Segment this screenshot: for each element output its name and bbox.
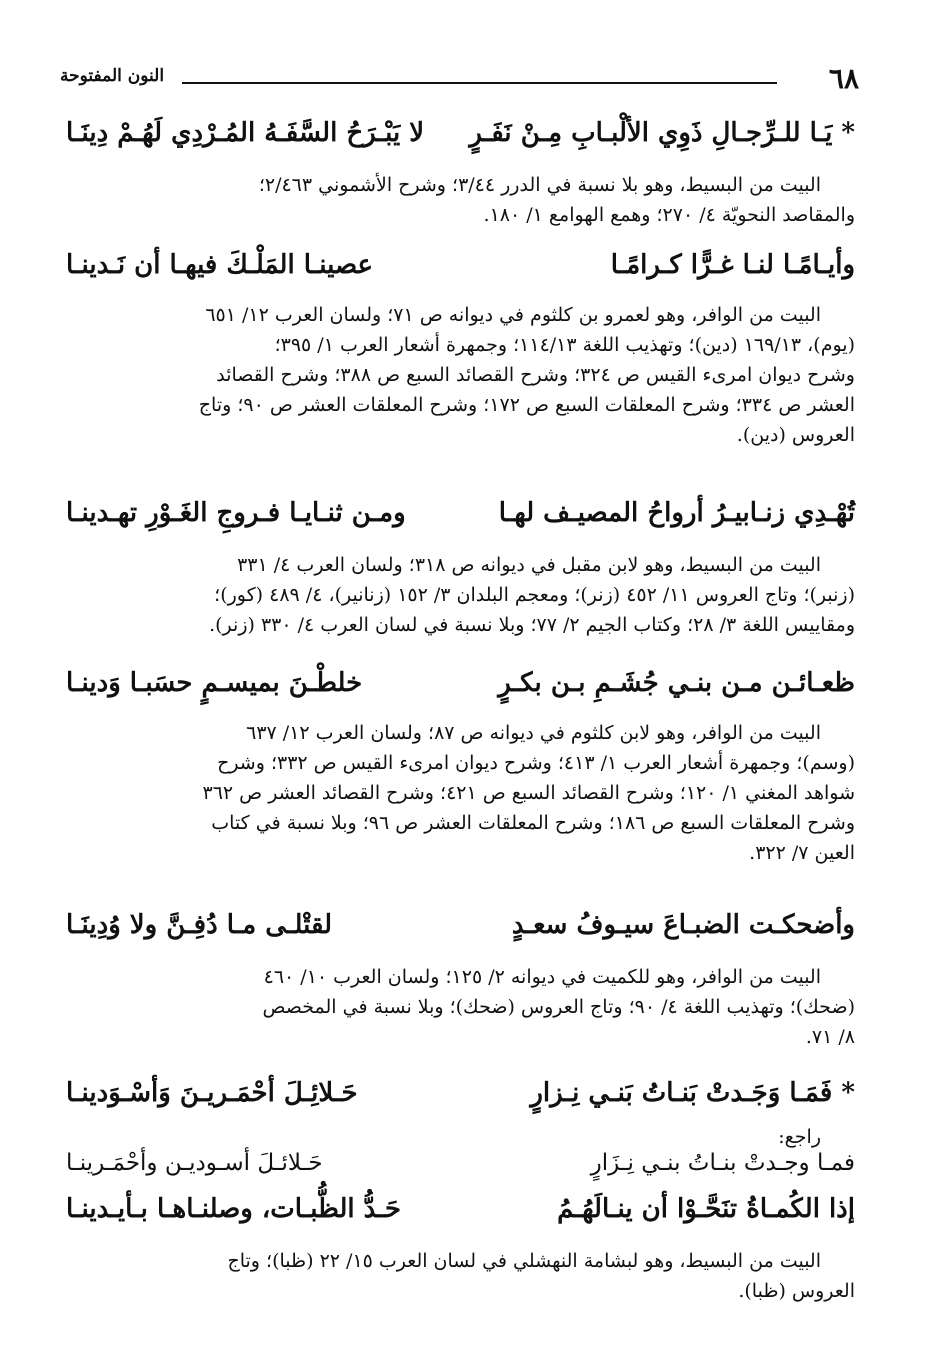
verse-note: [70, 962, 855, 1052]
verse-hemistich-first: تُهْـدِي زنـابيـرُ أرواحُ المصيـف لهـا: [498, 498, 855, 528]
note-line: وشرح ديوان امرىء القيس ص ٣٢٤؛ وشرح القصائد السبع ص ٣٨٨؛ وشرح القصائد: [216, 364, 855, 386]
verse-line: [66, 1194, 855, 1238]
note-line: ٨/ ٧١.: [805, 1026, 855, 1048]
verse-hemistich-second: لقتْلـى مـا دُفِـنَّ ولا وُدِينَـا: [66, 910, 333, 940]
verse-note: [70, 718, 855, 868]
section-title: النون المفتوحة: [60, 66, 165, 86]
verse-hemistich-second: حَـدُّ الظُّبـات، وصلنـاهـا بـأيـدينـا: [66, 1194, 401, 1224]
verse-hemistich-first: وأيـامًـا لنـا غـرًّا كـرامًـا: [610, 250, 855, 280]
note-line: ومقاييس اللغة ٣/ ٢٨؛ وكتاب الجيم ٢/ ٧٧؛ وبلا نسبة في لسان العرب ٤/ ٣٣٠ (زنر).: [209, 614, 855, 636]
verse-line: [66, 1078, 855, 1122]
note-line: راجع:: [778, 1126, 821, 1148]
verse-line: [66, 668, 855, 712]
verse-note: [70, 1246, 855, 1306]
note-line: العين ٧/ ٣٢٢.: [749, 842, 855, 864]
verse-hemistich-second: لا يَبْـرَحُ السَّفَـهُ المُـرْدِي لَهُـمْ دِينَـا: [66, 118, 425, 148]
verse-note: [70, 170, 855, 230]
verse-note: [70, 550, 855, 640]
note-line: البيت من البسيط، وهو لابن مقبل في ديوانه ص ٣١٨؛ ولسان العرب ٤/ ٣٣١: [237, 554, 821, 576]
note-line: وشرح المعلقات السبع ص ١٨٦؛ وشرح المعلقات العشر ص ٩٦؛ وبلا نسبة في كتاب: [211, 812, 855, 834]
note-line: شواهد المغني ١/ ١٢٠؛ وشرح القصائد السبع ص ٤٢١؛ وشرح القصائد العشر ص ٣٦٢: [202, 782, 855, 804]
verse-line: [66, 250, 855, 294]
note-line: (وسم)؛ وجمهرة أشعار العرب ١/ ٤١٣؛ وشرح ديوان امرىء القيس ص ٣٣٢؛ وشرح: [217, 752, 855, 774]
verse-hemistich-first: ظعـائـن مـن بنـي جُشَـمِ بـن بكـرٍ: [498, 668, 855, 698]
verse-hemistich-second: عصينـا المَلْـكَ فيهـا أن نَـدينـا: [66, 250, 374, 280]
note-line: العروس (ظبا).: [738, 1280, 855, 1302]
verse-line: [66, 118, 855, 162]
note-line: (يوم)، ١٦٩/١٣ (دين)؛ وتهذيب اللغة ١١٤/١٣؛ وجمهرة أشعار العرب ١/ ٣٩٥؛: [274, 334, 855, 356]
note-line: (ضحك)؛ وتهذيب اللغة ٤/ ٩٠؛ وتاج العروس (ضحك)؛ وبلا نسبة في المخصص: [262, 996, 855, 1018]
note-line: العشر ص ٣٣٤؛ وشرح المعلقات السبع ص ١٧٢؛ وشرح المعلقات العشر ص ٩٠؛ وتاج: [198, 394, 855, 416]
header-rule: [182, 82, 777, 84]
verse-note: [70, 300, 855, 450]
note-line: البيت من الوافر، وهو للكميت في ديوانه ٢/ ١٢٥؛ ولسان العرب ١٠/ ٤٦٠: [263, 966, 821, 988]
page-header: [60, 60, 859, 96]
note-line: والمقاصد النحويّة ٤/ ٢٧٠؛ وهمع الهوامع ١/ ١٨٠.: [483, 204, 855, 226]
verse-hemistich-second: ومـن ثنـايـا فـروجِ الغَـوْرِ تهـدينـا: [66, 498, 406, 528]
note-line: البيت من الوافر، وهو لعمرو بن كلثوم في ديوانه ص ٧١؛ ولسان العرب ١٢/ ٦٥١: [205, 304, 821, 326]
note-line: (زنبر)؛ وتاج العروس ١١/ ٤٥٢ (زنر)؛ ومعجم البلدان ٣/ ١٥٢ (زنانير)، ٤/ ٤٨٩ (كور)؛: [214, 584, 855, 606]
page-number: ٦٨: [828, 62, 859, 95]
verse-hemistich-second: حَـلائـلَ أسـوديـن وأحْمَـرينـا: [66, 1150, 323, 1176]
verse-line: [66, 1150, 855, 1194]
verse-hemistich-first: إذا الكُمـاةُ تنَحَّـوْا أن ينـالَهُـمُ: [557, 1194, 855, 1224]
note-line: البيت من البسيط، وهو لبشامة النهشلي في لسان العرب ١٥/ ٢٢ (ظبا)؛ وتاج: [227, 1250, 821, 1272]
verse-line: [66, 910, 855, 954]
note-line: البيت من الوافر، وهو لابن كلثوم في ديوانه ص ٨٧؛ ولسان العرب ١٢/ ٦٣٧: [246, 722, 821, 744]
note-line: البيت من البسيط، وهو بلا نسبة في الدرر ٣/٤٤؛ وشرح الأشموني ٢/٤٦٣؛: [258, 174, 821, 196]
verse-hemistich-first: * يَـا للـرِّجـالِ ذَوِي الألْبـابِ مِـنْ نَفَـرٍ: [469, 118, 855, 148]
verse-hemistich-first: * فَمَـا وَجَـدتْ بَنـاتُ بَنـي نِـزارٍ: [530, 1078, 855, 1108]
note-line: العروس (دين).: [736, 424, 855, 446]
verse-hemistich-second: حَـلائِـلَ أحْمَـريـنَ وَأسْـوَدينـا: [66, 1078, 358, 1108]
verse-hemistich-first: وأضحكـت الضبـاعَ سيـوفُ سعـدٍ: [511, 910, 855, 940]
verse-note: [70, 1122, 855, 1152]
verse-hemistich-first: فمـا وجـدتْ بنـاتُ بنـي نِـزَارٍ: [590, 1150, 855, 1176]
verse-hemistich-second: خلطْـنَ بميسـمٍ حسَبـا وَدينـا: [66, 668, 363, 698]
verse-line: [66, 498, 855, 542]
